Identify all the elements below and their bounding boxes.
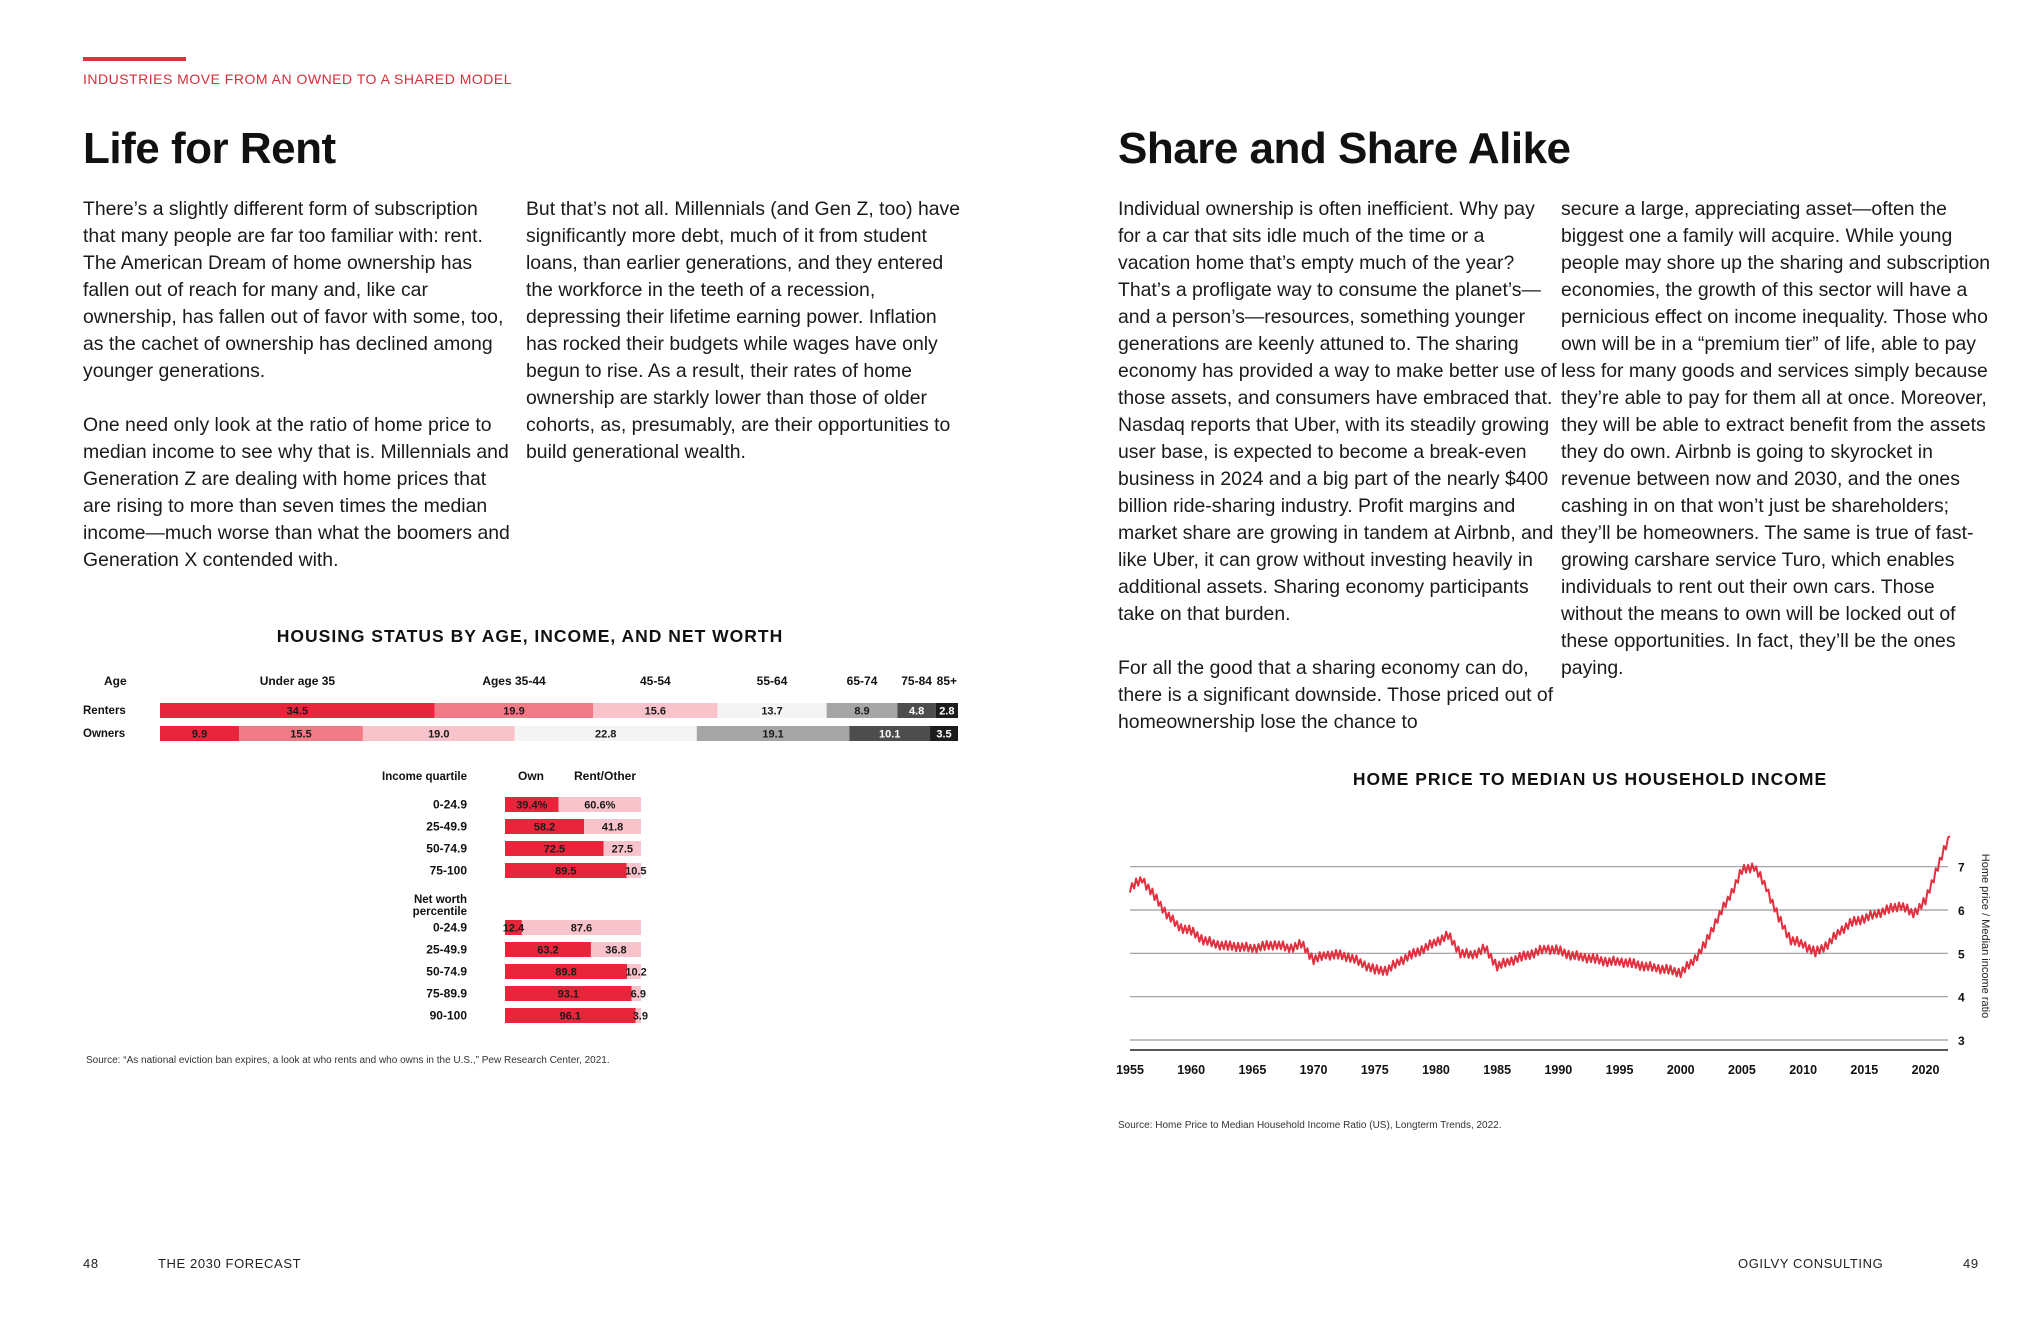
- networth-rent-value: 3.9: [632, 1010, 648, 1023]
- housing-chart-title: HOUSING STATUS BY AGE, INCOME, AND NET WORTH: [276, 626, 784, 646]
- networth-rent-value: 87.6: [570, 922, 593, 935]
- income-own-value: 89.5: [555, 865, 577, 878]
- left-page-title: Life for Rent: [83, 124, 336, 173]
- bar-value-label: 15.5: [290, 728, 312, 741]
- y-tick-label: 5: [1958, 947, 1965, 962]
- publisher-name: OGILVY CONSULTING: [1738, 1256, 1884, 1271]
- income-rent-value: 10.5: [625, 865, 647, 878]
- right-column-1: [1118, 196, 1558, 763]
- bar-value-label: 4.8: [908, 705, 925, 718]
- home-price-chart-source: Source: Home Price to Median Household Income Ratio (US), Longterm Trends, 2022.: [1118, 1120, 1502, 1131]
- networth-category-label: 0-24.9: [432, 920, 467, 935]
- y-tick-label: 7: [1958, 860, 1965, 875]
- paragraph: There’s a slightly different form of subscription that many people are far too familiar with: rent. The American Dream of home ownership has fallen out of reach for many and, like car ownership, has fallen out of favor with some, too, as the cachet of ownership has declined among younger generations.: [83, 198, 504, 382]
- net-worth-header: Net worth: [413, 894, 467, 906]
- income-own-value: 72.5: [543, 843, 566, 856]
- age-category-label: 65-74: [846, 674, 878, 688]
- left-column-2: [526, 196, 960, 493]
- networth-category-label: 25-49.9: [426, 942, 467, 957]
- x-tick-label: 1955: [1116, 1063, 1144, 1077]
- bar-value-label: 22.8: [595, 728, 617, 741]
- bar-value-label: 19.9: [503, 705, 525, 718]
- income-rent-value: 60.6%: [584, 799, 616, 812]
- x-tick-label: 1980: [1422, 1063, 1450, 1077]
- x-tick-label: 2010: [1789, 1063, 1818, 1077]
- x-tick-label: 1995: [1605, 1063, 1634, 1077]
- x-tick-label: 2020: [1911, 1063, 1940, 1077]
- home-price-chart-title: HOME PRICE TO MEDIAN US HOUSEHOLD INCOME: [1352, 769, 1828, 789]
- publication-title: THE 2030 FORECAST: [158, 1256, 302, 1271]
- left-column-1: [83, 196, 513, 601]
- net-worth-header: percentile: [412, 906, 467, 918]
- x-tick-label: 2000: [1666, 1063, 1695, 1077]
- paragraph: Individual ownership is often inefficient. Why pay for a car that sits idle much of the time or a vacation home that’s empty much of the year? That’s a profligate way to consume the planet’s— and a person’s—resources, something younger generations are keenly attuned to. The sharing economy has provided a way to make better use of those assets, and consumers have embraced that. Nasdaq reports that Uber, with its steadily growing user base, is expected to become a break-even business in 2024 and a big part of the nearly $400 billion ride-sharing industry. Profit margins and market share are growing in tandem at Airbnb, and like Uber, it can grow without investing heavily in additional assets. Sharing economy participants take on that burden.: [1118, 198, 1557, 625]
- income-quartile-header: Income quartile: [382, 771, 467, 783]
- y-tick-label: 6: [1958, 904, 1965, 918]
- bar-value-label: 19.0: [428, 728, 450, 741]
- right-page-title: Share and Share Alike: [1118, 124, 1571, 173]
- row-label-owners: Owners: [83, 728, 126, 740]
- rent-header: Rent/Other: [573, 769, 637, 783]
- networth-rent-value: 10.2: [625, 966, 647, 979]
- section-rule: [83, 57, 186, 61]
- networth-rent-value: 6.9: [630, 988, 646, 1001]
- x-tick-label: 1960: [1177, 1063, 1206, 1077]
- networth-own-value: 96.1: [559, 1010, 582, 1023]
- x-tick-label: 1985: [1483, 1063, 1512, 1077]
- series-line-home-price-ratio: [1130, 836, 1950, 977]
- bar-value-label: 13.7: [761, 705, 783, 718]
- bar-value-label: 2.8: [939, 705, 955, 718]
- income-rent-value: 41.8: [601, 821, 624, 834]
- income-category-label: 25-49.9: [426, 819, 467, 834]
- paragraph: secure a large, appreciating asset—often the biggest one a family will acquire. While young people may shore up the sharing and subscription economies, the growth of this sector will have a pernicious effect on income inequality. Those who own will be in a “premium tier” of life, able to pay less for many goods and services simply because they’re able to pay for them all at once. Moreover, they will be able to extract benefit from the assets they do own. Airbnb is going to skyrocket in revenue between now and 2030, and the ones cashing in on that won’t just be shareholders; they’ll be homeowners. The same is true of fast-growing carshare service Turo, which enables individuals to rent out their own cars. Those without the means to own will be locked out of these opportunities. In fact, they’ll be the ones paying.: [1561, 198, 1991, 679]
- networth-rent-value: 36.8: [605, 944, 627, 957]
- x-tick-label: 1970: [1299, 1063, 1328, 1077]
- bar-value-label: 9.9: [191, 728, 208, 741]
- y-tick-label: 3: [1958, 1034, 1965, 1048]
- paragraph: For all the good that a sharing economy can do, there is a significant downside. Those priced out of homeownership lose the chance to: [1118, 657, 1554, 733]
- bar-value-label: 10.1: [878, 728, 901, 741]
- y-axis-label: Home price / Median income ratio: [1979, 853, 1991, 1019]
- income-own-value: 39.4%: [516, 799, 548, 812]
- bar-value-label: 3.5: [936, 728, 952, 741]
- age-category-label: 85+: [936, 674, 958, 688]
- page-number-left: 48: [83, 1256, 99, 1271]
- page-number-right: 49: [1963, 1256, 1979, 1271]
- age-axis-label: Age: [104, 674, 127, 688]
- paragraph: One need only look at the ratio of home price to median income to see why that is. Millennials and Generation Z are dealing with home prices that are rising to more than seven times the median income—much worse than what the boomers and Generation X contended with.: [83, 414, 510, 571]
- income-category-label: 75-100: [429, 863, 467, 878]
- networth-own-value: 63.2: [537, 944, 559, 957]
- section-label: INDUSTRIES MOVE FROM AN OWNED TO A SHARED MODEL: [83, 71, 513, 87]
- bar-value-label: 19.1: [762, 728, 784, 741]
- age-category-label: 75-84: [901, 674, 932, 688]
- paragraph: But that’s not all. Millennials (and Gen Z, too) have significantly more debt, much of it from student loans, than earlier generations, and they entered the workforce in the teeth of a recession, depressing their lifetime earning power. Inflation has rocked their budgets while wages have only begun to rise. As a result, their rates of home ownership are starkly lower than those of older cohorts, as, presumably, are their opportunities to build generational wealth.: [526, 198, 961, 463]
- bar-value-label: 34.5: [286, 705, 309, 718]
- y-tick-label: 4: [1958, 990, 1965, 1005]
- income-rent-value: 27.5: [611, 843, 634, 856]
- networth-own-value: 89.8: [555, 966, 577, 979]
- age-category-label: 45-54: [640, 674, 671, 688]
- home-price-ratio-chart: [1100, 800, 2020, 1100]
- networth-category-label: 75-89.9: [426, 986, 467, 1001]
- bar-value-label: 8.9: [854, 705, 870, 718]
- right-column-2: [1561, 196, 1997, 709]
- age-category-label: Ages 35-44: [482, 674, 546, 688]
- networth-category-label: 90-100: [429, 1008, 467, 1023]
- x-tick-label: 1965: [1238, 1063, 1267, 1077]
- income-category-label: 50-74.9: [426, 841, 467, 856]
- networth-category-label: 50-74.9: [426, 964, 467, 979]
- networth-own-value: 12.4: [502, 922, 525, 935]
- x-tick-label: 2005: [1728, 1063, 1756, 1077]
- housing-chart-source: Source: “As national eviction ban expires, a look at who rents and who owns in the U.S.,” Pew Research Center, 2021.: [86, 1055, 610, 1066]
- row-label-renters: Renters: [83, 705, 126, 717]
- age-category-label: 55-64: [756, 674, 788, 688]
- age-category-label: Under age 35: [259, 674, 336, 688]
- housing-status-chart: [0, 660, 1000, 1060]
- income-category-label: 0-24.9: [432, 797, 467, 812]
- x-tick-label: 2015: [1850, 1063, 1879, 1077]
- own-header: Own: [518, 769, 544, 783]
- income-own-value: 58.2: [533, 821, 556, 834]
- bar-value-label: 15.6: [644, 705, 667, 718]
- networth-own-value: 93.1: [557, 988, 580, 1001]
- x-tick-label: 1990: [1544, 1063, 1573, 1077]
- x-tick-label: 1975: [1360, 1063, 1389, 1077]
